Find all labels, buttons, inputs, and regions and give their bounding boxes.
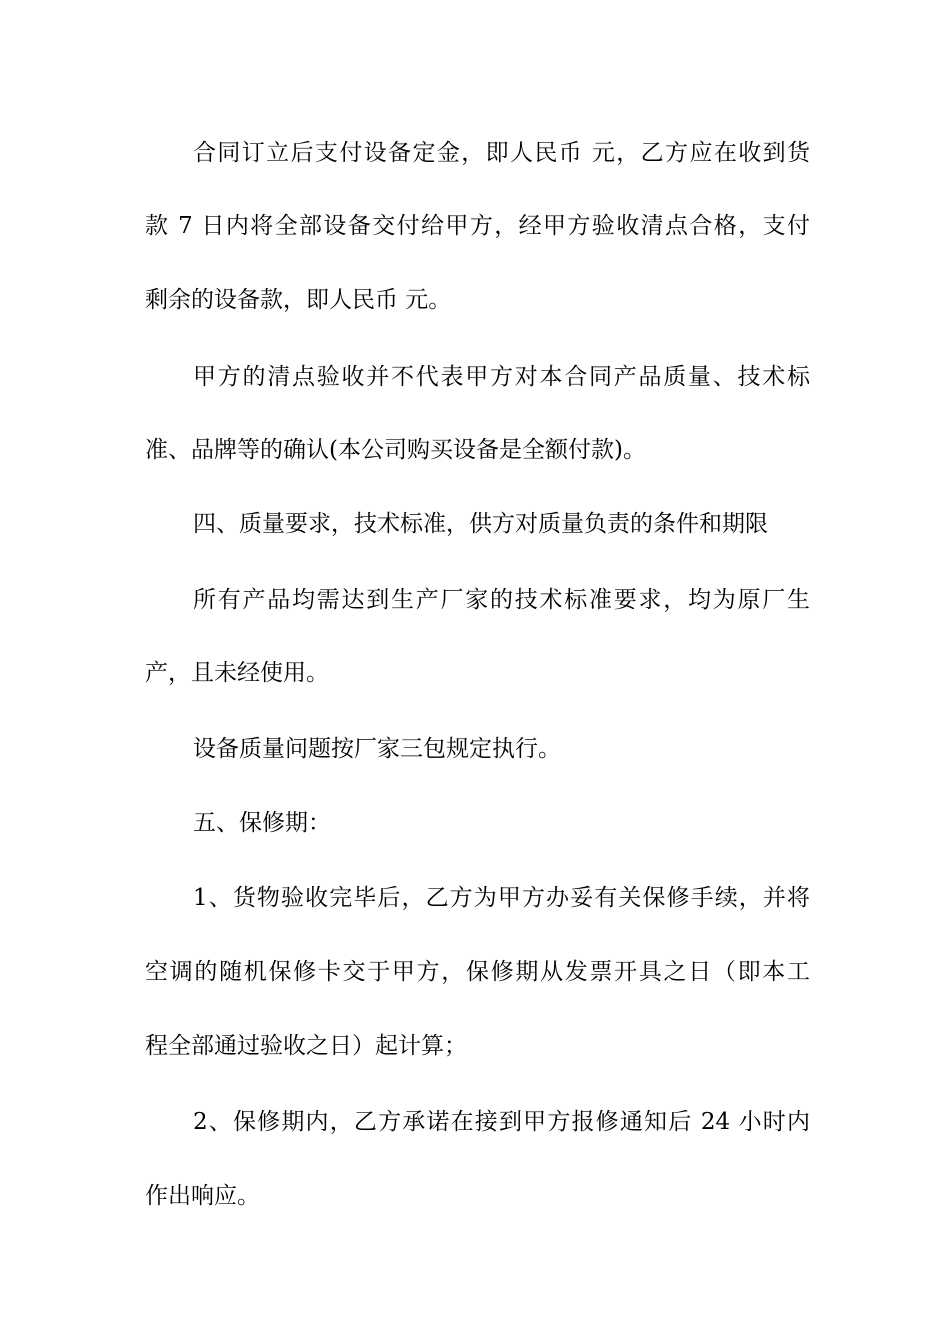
section-heading-warranty: 五、保修期： <box>193 810 331 836</box>
paragraph-line-12: 空调的随机保修卡交于甲方，保修期从发票开具之日（即本工 <box>145 959 810 985</box>
paragraph-line-11: 1、货物验收完毕后，乙方为甲方办妥有关保修手续，并将 <box>193 885 810 911</box>
section-heading-quality: 四、质量要求，技术标准，供方对质量负责的条件和期限 <box>193 511 768 537</box>
paragraph-line-7: 所有产品均需达到生产厂家的技术标准要求，均为原厂生 <box>193 587 810 613</box>
paragraph-line-14: 2、保修期内，乙方承诺在接到甲方报修通知后 24 小时内 <box>193 1109 810 1135</box>
paragraph-line-15: 作出响应。 <box>145 1183 260 1209</box>
paragraph-line-1: 合同订立后支付设备定金，即人民币 元，乙方应在收到货 <box>193 140 810 166</box>
paragraph-line-4: 甲方的清点验收并不代表甲方对本合同产品质量、技术标 <box>193 364 810 390</box>
paragraph-line-2: 款 7 日内将全部设备交付给甲方，经甲方验收清点合格，支付 <box>145 213 810 239</box>
paragraph-line-9: 设备质量问题按厂家三包规定执行。 <box>193 736 561 762</box>
paragraph-line-13: 程全部通过验收之日）起计算； <box>145 1033 467 1059</box>
paragraph-line-5: 准、品牌等的确认(本公司购买设备是全额付款)。 <box>145 437 646 463</box>
paragraph-line-3: 剩余的设备款，即人民币 元。 <box>145 287 452 313</box>
paragraph-line-8: 产，且未经使用。 <box>145 660 329 686</box>
